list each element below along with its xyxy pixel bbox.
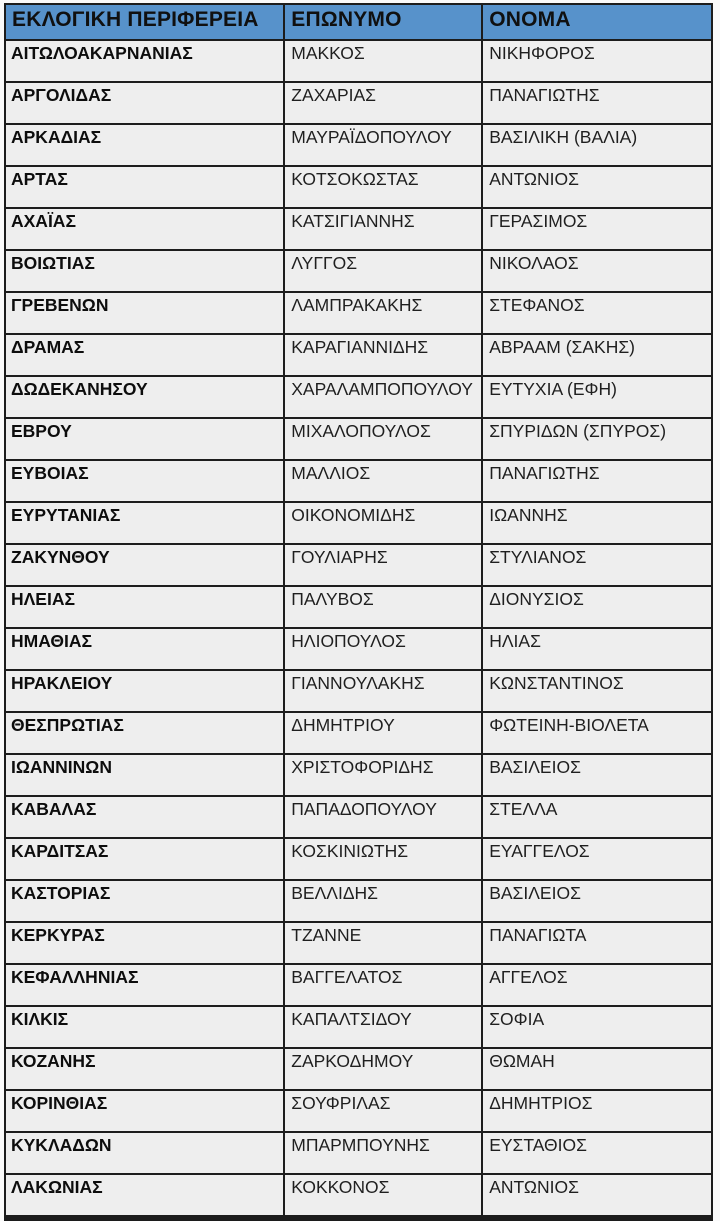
table-row — [5, 712, 712, 754]
cell-district: ΚΑΒΑΛΑΣ — [5, 796, 284, 838]
cell-firstname: ΣΤΕΛΛΑ — [482, 796, 712, 838]
cell-firstname: ΚΩΝΣΤΑΝΤΙΝΟΣ — [482, 670, 712, 712]
cell-firstname: ΔΙΟΝΥΣΙΟΣ — [482, 586, 712, 628]
cell-firstname: ΒΑΣΙΛΕΙΟΣ — [482, 880, 712, 922]
cell-firstname: ΑΝΤΩΝΙΟΣ — [482, 166, 712, 208]
cell-district: ΔΡΑΜΑΣ — [5, 334, 284, 376]
cell-surname: ΜΑΛΛΙΟΣ — [284, 460, 482, 502]
cell-surname: ΓΟΥΛΙΑΡΗΣ — [284, 544, 482, 586]
cell-firstname: ΦΩΤΕΙΝΗ-ΒΙΟΛΕΤΑ — [482, 712, 712, 754]
cell-firstname: ΓΕΡΑΣΙΜΟΣ — [482, 208, 712, 250]
cell-district: ΚΑΣΤΟΡΙΑΣ — [5, 880, 284, 922]
cell-firstname: ΕΥΤΥΧΙΑ (ΕΦΗ) — [482, 376, 712, 418]
cell-firstname: ΕΥΣΤΑΘΙΟΣ — [482, 1132, 712, 1174]
cell-district: ΙΩΑΝΝΙΝΩΝ — [5, 754, 284, 796]
cell-district: ΕΥΡΥΤΑΝΙΑΣ — [5, 502, 284, 544]
cell-surname: ΣΟΥΦΡΙΛΑΣ — [284, 1090, 482, 1132]
cell-district: ΚΕΡΚΥΡΑΣ — [5, 922, 284, 964]
table-row — [5, 1090, 712, 1132]
cell-surname: ΗΛΙΟΠΟΥΛΟΣ — [284, 628, 482, 670]
cell-surname: ΜΠΑΡΜΠΟΥΝΗΣ — [284, 1132, 482, 1174]
cell-surname: ΚΟΚΚΟΝΟΣ — [284, 1174, 482, 1218]
cell-firstname: ΑΓΓΕΛΟΣ — [482, 964, 712, 1006]
cell-firstname: ΒΑΣΙΛΙΚΗ (ΒΑΛΙΑ) — [482, 124, 712, 166]
table-row — [5, 376, 712, 418]
cell-district: ΔΩΔΕΚΑΝΗΣΟΥ — [5, 376, 284, 418]
cell-surname: ΧΑΡΑΛΑΜΠΟΠΟΥΛΟΥ — [284, 376, 482, 418]
header-row — [5, 4, 712, 40]
cell-district: ΗΛΕΙΑΣ — [5, 586, 284, 628]
cell-firstname: ΕΥΑΓΓΕΛΟΣ — [482, 838, 712, 880]
table-row — [5, 670, 712, 712]
candidates-table-wrap — [4, 3, 713, 1197]
table-row — [5, 964, 712, 1006]
table-row — [5, 586, 712, 628]
table-header — [5, 4, 712, 40]
cell-surname: ΚΑΤΣΙΓΙΑΝΝΗΣ — [284, 208, 482, 250]
cell-surname: ΛΥΓΓΟΣ — [284, 250, 482, 292]
cell-district: ΑΡΓΟΛΙΔΑΣ — [5, 82, 284, 124]
table-row — [5, 754, 712, 796]
cell-surname: ΚΟΤΣΟΚΩΣΤΑΣ — [284, 166, 482, 208]
table-row — [5, 922, 712, 964]
cell-district: ΒΟΙΩΤΙΑΣ — [5, 250, 284, 292]
cell-surname: ΖΑΧΑΡΙΑΣ — [284, 82, 482, 124]
table-row — [5, 250, 712, 292]
cell-firstname: ΠΑΝΑΓΙΩΤΗΣ — [482, 82, 712, 124]
cell-district: ΑΡΤΑΣ — [5, 166, 284, 208]
table-row — [5, 796, 712, 838]
cell-district: ΚΟΡΙΝΘΙΑΣ — [5, 1090, 284, 1132]
cell-district: ΘΕΣΠΡΩΤΙΑΣ — [5, 712, 284, 754]
cell-firstname: ΑΒΡΑΑΜ (ΣΑΚΗΣ) — [482, 334, 712, 376]
cell-firstname: ΠΑΝΑΓΙΩΤΑ — [482, 922, 712, 964]
cell-surname: ΚΑΠΑΛΤΣΙΔΟΥ — [284, 1006, 482, 1048]
table-row — [5, 40, 712, 82]
cell-surname: ΧΡΙΣΤΟΦΟΡΙΔΗΣ — [284, 754, 482, 796]
candidates-table — [4, 3, 713, 1221]
cell-district: ΚΙΛΚΙΣ — [5, 1006, 284, 1048]
table-row — [5, 880, 712, 922]
header-cell-surname: ΕΠΩΝΥΜΟ — [284, 4, 482, 40]
cell-surname: ΚΟΣΚΙΝΙΩΤΗΣ — [284, 838, 482, 880]
cell-firstname: ΙΩΑΝΝΗΣ — [482, 502, 712, 544]
cell-firstname: ΗΛΙΑΣ — [482, 628, 712, 670]
table-row — [5, 334, 712, 376]
header-cell-firstname: ΟΝΟΜΑ — [482, 4, 712, 40]
table-row — [5, 124, 712, 166]
cell-district: ΑΧΑΪΑΣ — [5, 208, 284, 250]
cell-district: ΚΟΖΑΝΗΣ — [5, 1048, 284, 1090]
cell-surname: ΠΑΛΥΒΟΣ — [284, 586, 482, 628]
cell-surname: ΒΕΛΛΙΔΗΣ — [284, 880, 482, 922]
table-row — [5, 502, 712, 544]
cell-firstname: ΣΟΦΙΑ — [482, 1006, 712, 1048]
cell-surname: ΜΑΚΚΟΣ — [284, 40, 482, 82]
cell-surname: ΤΖΑΝΝΕ — [284, 922, 482, 964]
cell-district: ΕΒΡΟΥ — [5, 418, 284, 460]
table-row — [5, 208, 712, 250]
cell-firstname: ΠΑΝΑΓΙΩΤΗΣ — [482, 460, 712, 502]
cell-firstname: ΒΑΣΙΛΕΙΟΣ — [482, 754, 712, 796]
cell-district: ΚΥΚΛΑΔΩΝ — [5, 1132, 284, 1174]
table-row — [5, 1132, 712, 1174]
cell-firstname: ΣΤΥΛΙΑΝΟΣ — [482, 544, 712, 586]
cell-firstname: ΘΩΜΑΗ — [482, 1048, 712, 1090]
cell-firstname: ΣΤΕΦΑΝΟΣ — [482, 292, 712, 334]
cell-district: ΚΑΡΔΙΤΣΑΣ — [5, 838, 284, 880]
cell-firstname: ΣΠΥΡΙΔΩΝ (ΣΠΥΡΟΣ) — [482, 418, 712, 460]
cell-surname: ΠΑΠΑΔΟΠΟΥΛΟΥ — [284, 796, 482, 838]
cell-surname: ΟΙΚΟΝΟΜΙΔΗΣ — [284, 502, 482, 544]
cell-district: ΑΡΚΑΔΙΑΣ — [5, 124, 284, 166]
cell-surname: ΛΑΜΠΡΑΚΑΚΗΣ — [284, 292, 482, 334]
cell-firstname: ΔΗΜΗΤΡΙΟΣ — [482, 1090, 712, 1132]
table-row — [5, 418, 712, 460]
table-body — [5, 40, 712, 1218]
table-row — [5, 82, 712, 124]
cell-firstname: ΝΙΚΗΦΟΡΟΣ — [482, 40, 712, 82]
table-row — [5, 838, 712, 880]
table-row — [5, 1006, 712, 1048]
table-row — [5, 1048, 712, 1090]
table-row — [5, 460, 712, 502]
cell-district: ΚΕΦΑΛΛΗΝΙΑΣ — [5, 964, 284, 1006]
cell-district: ΗΜΑΘΙΑΣ — [5, 628, 284, 670]
table-row — [5, 166, 712, 208]
cell-surname: ΔΗΜΗΤΡΙΟΥ — [284, 712, 482, 754]
table-row — [5, 1174, 712, 1218]
cell-district: ΕΥΒΟΙΑΣ — [5, 460, 284, 502]
cell-district: ΑΙΤΩΛΟΑΚΑΡΝΑΝΙΑΣ — [5, 40, 284, 82]
cell-district: ΗΡΑΚΛΕΙΟΥ — [5, 670, 284, 712]
table-row — [5, 292, 712, 334]
cell-surname: ΓΙΑΝΝΟΥΛΑΚΗΣ — [284, 670, 482, 712]
cell-district: ΖΑΚΥΝΘΟΥ — [5, 544, 284, 586]
table-row — [5, 628, 712, 670]
cell-firstname: ΝΙΚΟΛΑΟΣ — [482, 250, 712, 292]
cell-district: ΛΑΚΩΝΙΑΣ — [5, 1174, 284, 1218]
cell-firstname: ΑΝΤΩΝΙΟΣ — [482, 1174, 712, 1218]
header-cell-district: ΕΚΛΟΓΙΚΗ ΠΕΡΙΦΕΡΕΙΑ — [5, 4, 284, 40]
cell-surname: ΜΙΧΑΛΟΠΟΥΛΟΣ — [284, 418, 482, 460]
cell-surname: ΜΑΥΡΑΪΔΟΠΟΥΛΟΥ — [284, 124, 482, 166]
table-row — [5, 544, 712, 586]
cell-surname: ΖΑΡΚΟΔΗΜΟΥ — [284, 1048, 482, 1090]
cell-surname: ΚΑΡΑΓΙΑΝΝΙΔΗΣ — [284, 334, 482, 376]
cell-surname: ΒΑΓΓΕΛΑΤΟΣ — [284, 964, 482, 1006]
cell-district: ΓΡΕΒΕΝΩΝ — [5, 292, 284, 334]
